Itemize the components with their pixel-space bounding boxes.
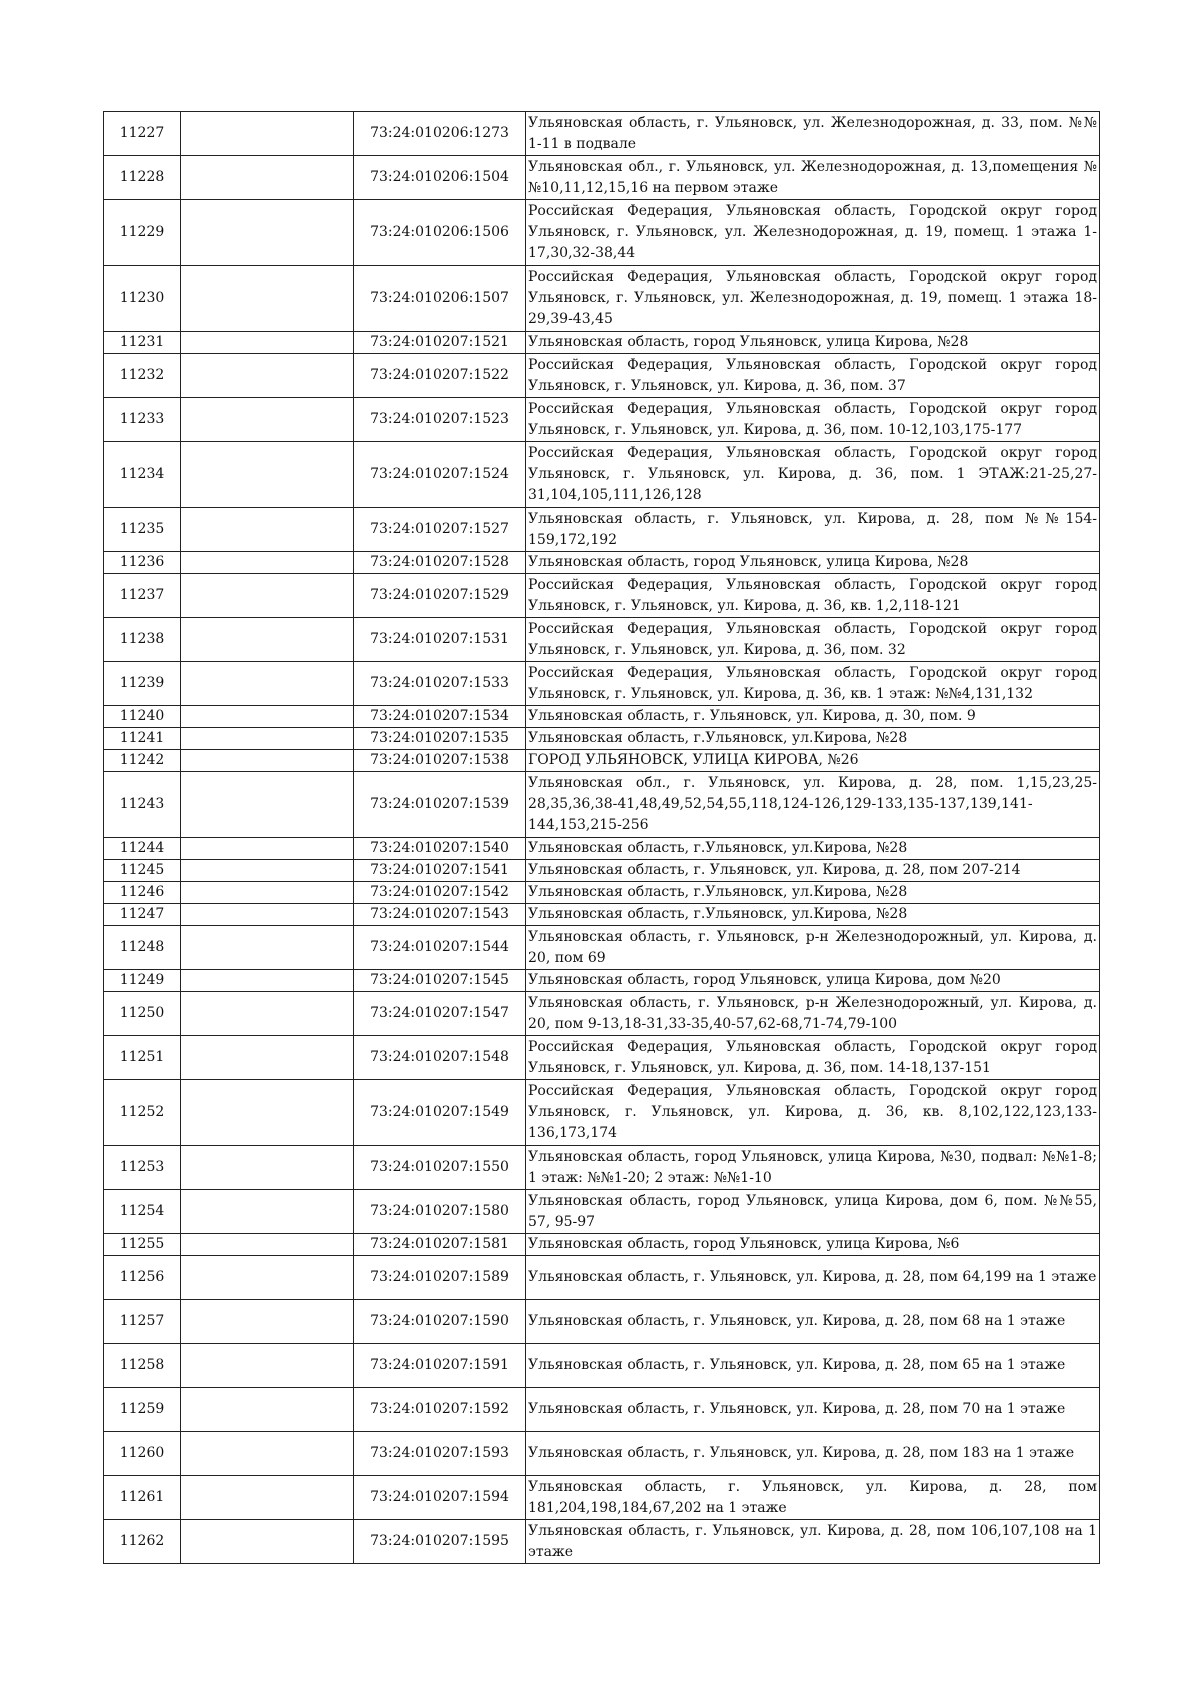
- empty-cell: [181, 112, 354, 156]
- empty-cell: [181, 772, 354, 838]
- empty-cell: [181, 200, 354, 266]
- row-number: 11240: [104, 706, 181, 728]
- empty-cell: [181, 926, 354, 970]
- row-number: 11244: [104, 838, 181, 860]
- cadastral-number: 73:24:010207:1531: [354, 618, 526, 662]
- cadastral-number: 73:24:010207:1593: [354, 1432, 526, 1476]
- table-row: [104, 1388, 1100, 1432]
- row-number: 11238: [104, 618, 181, 662]
- table-row: [104, 442, 1100, 508]
- table-row: [104, 552, 1100, 574]
- cadastral-number: 73:24:010207:1595: [354, 1520, 526, 1564]
- cadastral-number: 73:24:010207:1580: [354, 1190, 526, 1234]
- empty-cell: [181, 574, 354, 618]
- row-number: 11246: [104, 882, 181, 904]
- table-row: [104, 662, 1100, 706]
- cadastral-number: 73:24:010207:1591: [354, 1344, 526, 1388]
- empty-cell: [181, 1036, 354, 1080]
- row-number: 11231: [104, 332, 181, 354]
- address: Российская Федерация, Ульяновская область, Городской округ город Ульяновск, г. Ульяновск, ул. Железнодорожная, д. 19, помещ. 1 этажа 1-17,30,32-38,44: [526, 200, 1100, 266]
- row-number: 11239: [104, 662, 181, 706]
- address: Ульяновская область, г. Ульяновск, ул. Кирова, д. 28, пом 70 на 1 этаже: [526, 1388, 1100, 1432]
- cadastral-number: 73:24:010207:1543: [354, 904, 526, 926]
- row-number: 11260: [104, 1432, 181, 1476]
- empty-cell: [181, 552, 354, 574]
- address: Ульяновская область, г.Ульяновск, ул.Кирова, №28: [526, 904, 1100, 926]
- table-row: [104, 1190, 1100, 1234]
- address: Российская Федерация, Ульяновская область, Городской округ город Ульяновск, г. Ульяновск, ул. Кирова, д. 36, пом. 14-18,137-151: [526, 1036, 1100, 1080]
- row-number: 11249: [104, 970, 181, 992]
- row-number: 11256: [104, 1256, 181, 1300]
- table-row: [104, 728, 1100, 750]
- address: Ульяновская область, город Ульяновск, улица Кирова, №30, подвал: №№1-8; 1 этаж: №№1-20; 2 этаж: №№1-10: [526, 1146, 1100, 1190]
- table-row: [104, 1344, 1100, 1388]
- table-body: [104, 112, 1100, 1564]
- address: Российская Федерация, Ульяновская область, Городской округ город Ульяновск, г. Ульяновск, ул. Кирова, д. 36, пом. 1 ЭТАЖ:21-25,27-31,104,105,111,126,128: [526, 442, 1100, 508]
- table-row: [104, 508, 1100, 552]
- row-number: 11235: [104, 508, 181, 552]
- table-row: [104, 156, 1100, 200]
- address: Ульяновская область, город Ульяновск, улица Кирова, дом 6, пом. №№55, 57, 95-97: [526, 1190, 1100, 1234]
- empty-cell: [181, 1234, 354, 1256]
- address: Ульяновская область, г. Ульяновск, ул. Кирова, д. 28, пом 207-214: [526, 860, 1100, 882]
- address: Ульяновская область, г. Ульяновск, ул. Кирова, д. 28, пом 181,204,198,184,67,202 на 1 этаже: [526, 1476, 1100, 1520]
- empty-cell: [181, 882, 354, 904]
- cadastral-number: 73:24:010207:1529: [354, 574, 526, 618]
- empty-cell: [181, 354, 354, 398]
- address: Ульяновская обл., г. Ульяновск, ул. Железнодорожная, д. 13,помещения №№10,11,12,15,16 на первом этаже: [526, 156, 1100, 200]
- cadastral-number: 73:24:010207:1524: [354, 442, 526, 508]
- address: Ульяновская область, город Ульяновск, улица Кирова, №28: [526, 552, 1100, 574]
- table-row: [104, 970, 1100, 992]
- empty-cell: [181, 1080, 354, 1146]
- empty-cell: [181, 728, 354, 750]
- address: Ульяновская область, г. Ульяновск, р-н Железнодорожный, ул. Кирова, д. 20, пом 69: [526, 926, 1100, 970]
- row-number: 11232: [104, 354, 181, 398]
- cadastral-number: 73:24:010207:1545: [354, 970, 526, 992]
- cadastral-number: 73:24:010207:1581: [354, 1234, 526, 1256]
- address: Ульяновская область, г.Ульяновск, ул.Кирова, №28: [526, 882, 1100, 904]
- row-number: 11242: [104, 750, 181, 772]
- property-registry-table: [103, 111, 1100, 1564]
- address: Ульяновская обл., г. Ульяновск, ул. Кирова, д. 28, пом. 1,15,23,25-28,35,36,38-41,48,49,52,54,55,118,124-126,129-133,135-137,139,141-144,153,215-256: [526, 772, 1100, 838]
- row-number: 11241: [104, 728, 181, 750]
- row-number: 11250: [104, 992, 181, 1036]
- empty-cell: [181, 1388, 354, 1432]
- row-number: 11234: [104, 442, 181, 508]
- cadastral-number: 73:24:010207:1544: [354, 926, 526, 970]
- row-number: 11257: [104, 1300, 181, 1344]
- table-row: [104, 1256, 1100, 1300]
- empty-cell: [181, 442, 354, 508]
- row-number: 11254: [104, 1190, 181, 1234]
- table-row: [104, 860, 1100, 882]
- row-number: 11251: [104, 1036, 181, 1080]
- cadastral-number: 73:24:010207:1533: [354, 662, 526, 706]
- empty-cell: [181, 398, 354, 442]
- address: Ульяновская область, г.Ульяновск, ул.Кирова, №28: [526, 728, 1100, 750]
- cadastral-number: 73:24:010207:1523: [354, 398, 526, 442]
- empty-cell: [181, 1432, 354, 1476]
- address: Российская Федерация, Ульяновская область, Городской округ город Ульяновск, г. Ульяновск, ул. Кирова, д. 36, кв. 1,2,118-121: [526, 574, 1100, 618]
- table-row: [104, 1520, 1100, 1564]
- address: Российская Федерация, Ульяновская область, Городской округ город Ульяновск, г. Ульяновск, ул. Кирова, д. 36, кв. 1 этаж: №№4,131,132: [526, 662, 1100, 706]
- address: Российская Федерация, Ульяновская область, Городской округ город Ульяновск, г. Ульяновск, ул. Кирова, д. 36, пом. 10-12,103,175-177: [526, 398, 1100, 442]
- table-row: [104, 1146, 1100, 1190]
- cadastral-number: 73:24:010207:1521: [354, 332, 526, 354]
- address: Ульяновская область, г. Ульяновск, ул. Кирова, д. 28, пом №№154-159,172,192: [526, 508, 1100, 552]
- row-number: 11243: [104, 772, 181, 838]
- table-row: [104, 882, 1100, 904]
- row-number: 11229: [104, 200, 181, 266]
- row-number: 11247: [104, 904, 181, 926]
- row-number: 11252: [104, 1080, 181, 1146]
- row-number: 11261: [104, 1476, 181, 1520]
- table-row: [104, 926, 1100, 970]
- cadastral-number: 73:24:010207:1528: [354, 552, 526, 574]
- row-number: 11245: [104, 860, 181, 882]
- table-row: [104, 266, 1100, 332]
- address: Ульяновская область, г. Ульяновск, ул. Кирова, д. 28, пом 106,107,108 на 1 этаже: [526, 1520, 1100, 1564]
- cadastral-number: 73:24:010207:1540: [354, 838, 526, 860]
- empty-cell: [181, 1520, 354, 1564]
- table-row: [104, 332, 1100, 354]
- address: Ульяновская область, г. Ульяновск, ул. Кирова, д. 28, пом 64,199 на 1 этаже: [526, 1256, 1100, 1300]
- empty-cell: [181, 332, 354, 354]
- address: Ульяновская область, г.Ульяновск, ул.Кирова, №28: [526, 838, 1100, 860]
- address: Российская Федерация, Ульяновская область, Городской округ город Ульяновск, г. Ульяновск, ул. Кирова, д. 36, кв. 8,102,122,123,133-136,173,174: [526, 1080, 1100, 1146]
- table-row: [104, 618, 1100, 662]
- row-number: 11233: [104, 398, 181, 442]
- address: Ульяновская область, город Ульяновск, улица Кирова, дом №20: [526, 970, 1100, 992]
- empty-cell: [181, 1256, 354, 1300]
- cadastral-number: 73:24:010207:1549: [354, 1080, 526, 1146]
- cadastral-number: 73:24:010207:1590: [354, 1300, 526, 1344]
- cadastral-number: 73:24:010207:1542: [354, 882, 526, 904]
- row-number: 11228: [104, 156, 181, 200]
- address: Ульяновская область, г. Ульяновск, ул. Железнодорожная, д. 33, пом. №№ 1-11 в подвале: [526, 112, 1100, 156]
- cadastral-number: 73:24:010207:1547: [354, 992, 526, 1036]
- table-row: [104, 838, 1100, 860]
- row-number: 11236: [104, 552, 181, 574]
- address: Ульяновская область, г. Ульяновск, ул. Кирова, д. 30, пом. 9: [526, 706, 1100, 728]
- table-row: [104, 112, 1100, 156]
- empty-cell: [181, 1146, 354, 1190]
- empty-cell: [181, 860, 354, 882]
- cadastral-number: 73:24:010206:1507: [354, 266, 526, 332]
- cadastral-number: 73:24:010206:1273: [354, 112, 526, 156]
- empty-cell: [181, 266, 354, 332]
- row-number: 11237: [104, 574, 181, 618]
- cadastral-number: 73:24:010206:1506: [354, 200, 526, 266]
- empty-cell: [181, 618, 354, 662]
- address: Российская Федерация, Ульяновская область, Городской округ город Ульяновск, г. Ульяновск, ул. Кирова, д. 36, пом. 37: [526, 354, 1100, 398]
- address: Ульяновская область, г. Ульяновск, ул. Кирова, д. 28, пом 65 на 1 этаже: [526, 1344, 1100, 1388]
- row-number: 11259: [104, 1388, 181, 1432]
- cadastral-number: 73:24:010207:1548: [354, 1036, 526, 1080]
- row-number: 11248: [104, 926, 181, 970]
- empty-cell: [181, 706, 354, 728]
- address: Российская Федерация, Ульяновская область, Городской округ город Ульяновск, г. Ульяновск, ул. Кирова, д. 36, пом. 32: [526, 618, 1100, 662]
- cadastral-number: 73:24:010207:1522: [354, 354, 526, 398]
- table-row: [104, 1036, 1100, 1080]
- cadastral-number: 73:24:010207:1550: [354, 1146, 526, 1190]
- table-row: [104, 706, 1100, 728]
- empty-cell: [181, 970, 354, 992]
- table-row: [104, 904, 1100, 926]
- address: Ульяновская область, г. Ульяновск, ул. Кирова, д. 28, пом 183 на 1 этаже: [526, 1432, 1100, 1476]
- table-row: [104, 992, 1100, 1036]
- address: Ульяновская область, г. Ульяновск, р-н Железнодорожный, ул. Кирова, д. 20, пом 9-13,18-31,33-35,40-57,62-68,71-74,79-100: [526, 992, 1100, 1036]
- empty-cell: [181, 1300, 354, 1344]
- empty-cell: [181, 662, 354, 706]
- table-row: [104, 1080, 1100, 1146]
- table-row: [104, 574, 1100, 618]
- empty-cell: [181, 1344, 354, 1388]
- cadastral-number: 73:24:010207:1535: [354, 728, 526, 750]
- table-row: [104, 354, 1100, 398]
- table-row: [104, 1432, 1100, 1476]
- cadastral-number: 73:24:010207:1527: [354, 508, 526, 552]
- row-number: 11255: [104, 1234, 181, 1256]
- row-number: 11230: [104, 266, 181, 332]
- row-number: 11262: [104, 1520, 181, 1564]
- empty-cell: [181, 750, 354, 772]
- empty-cell: [181, 1476, 354, 1520]
- table-row: [104, 772, 1100, 838]
- empty-cell: [181, 508, 354, 552]
- address: Ульяновская область, город Ульяновск, улица Кирова, №6: [526, 1234, 1100, 1256]
- cadastral-number: 73:24:010207:1534: [354, 706, 526, 728]
- cadastral-number: 73:24:010207:1538: [354, 750, 526, 772]
- empty-cell: [181, 838, 354, 860]
- cadastral-number: 73:24:010207:1592: [354, 1388, 526, 1432]
- empty-cell: [181, 904, 354, 926]
- address: Ульяновская область, г. Ульяновск, ул. Кирова, д. 28, пом 68 на 1 этаже: [526, 1300, 1100, 1344]
- empty-cell: [181, 156, 354, 200]
- cadastral-number: 73:24:010206:1504: [354, 156, 526, 200]
- cadastral-number: 73:24:010207:1594: [354, 1476, 526, 1520]
- empty-cell: [181, 1190, 354, 1234]
- row-number: 11227: [104, 112, 181, 156]
- cadastral-number: 73:24:010207:1541: [354, 860, 526, 882]
- table-row: [104, 1234, 1100, 1256]
- empty-cell: [181, 992, 354, 1036]
- row-number: 11253: [104, 1146, 181, 1190]
- address: Российская Федерация, Ульяновская область, Городской округ город Ульяновск, г. Ульяновск, ул. Железнодорожная, д. 19, помещ. 1 этажа 18-29,39-43,45: [526, 266, 1100, 332]
- table-row: [104, 398, 1100, 442]
- table-row: [104, 200, 1100, 266]
- address: Ульяновская область, город Ульяновск, улица Кирова, №28: [526, 332, 1100, 354]
- cadastral-number: 73:24:010207:1589: [354, 1256, 526, 1300]
- table-row: [104, 750, 1100, 772]
- row-number: 11258: [104, 1344, 181, 1388]
- address: ГОРОД УЛЬЯНОВСК, УЛИЦА КИРОВА, №26: [526, 750, 1100, 772]
- table-row: [104, 1300, 1100, 1344]
- table-row: [104, 1476, 1100, 1520]
- cadastral-number: 73:24:010207:1539: [354, 772, 526, 838]
